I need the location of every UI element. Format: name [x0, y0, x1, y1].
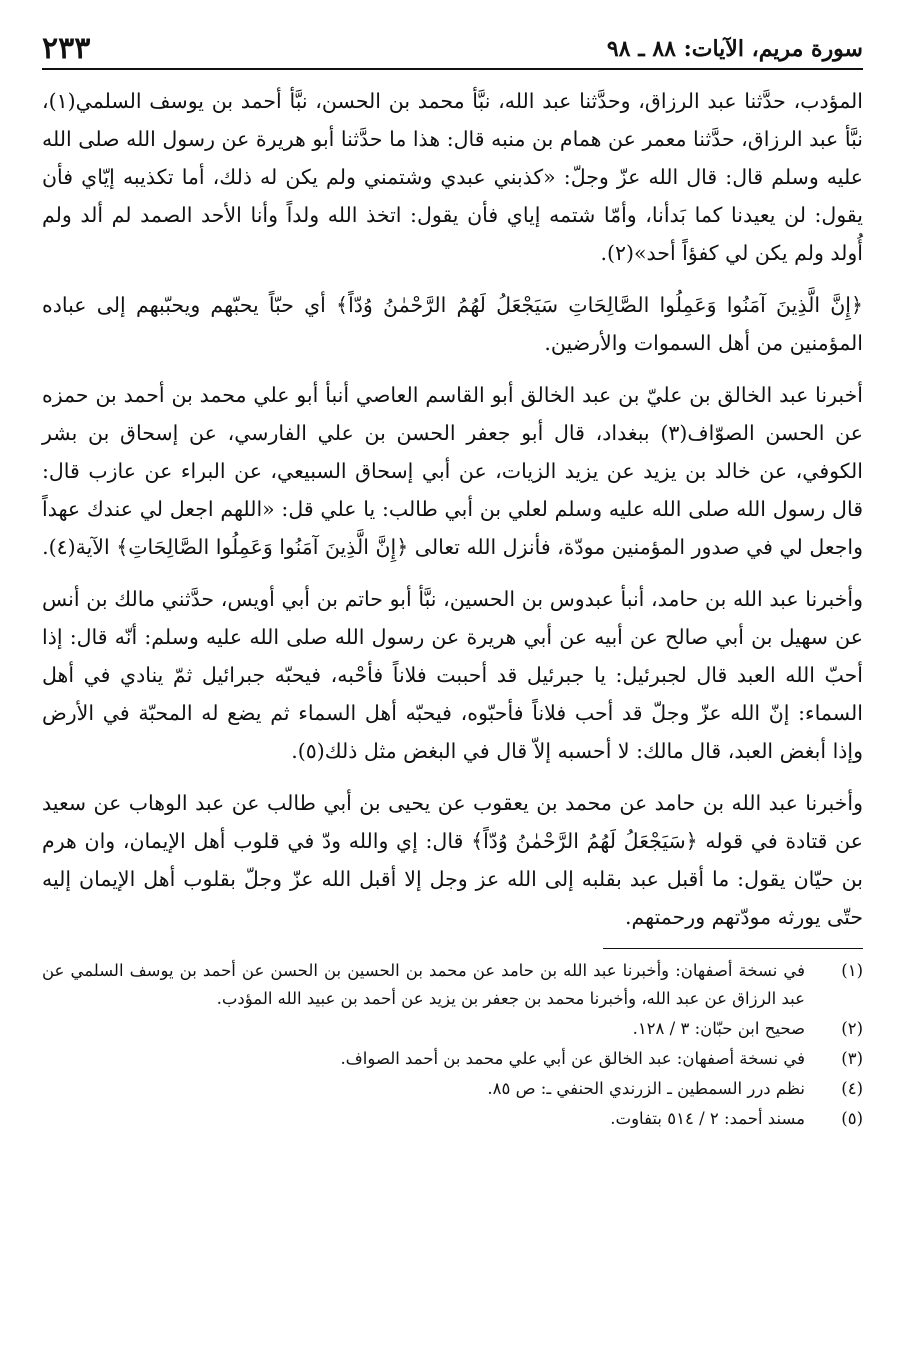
footnote-text: في نسخة أصفهان: عبد الخالق عن أبي علي محمد بن أحمد الصواف. [340, 1049, 805, 1068]
footnote-text: صحيح ابن حبّان: ٣ / ١٢٨. [632, 1019, 805, 1038]
footnote-text: في نسخة أصفهان: وأخبرنا عبد الله بن حامد عن محمد بن الحسين بن الحسن عن أحمد بن يوسف السلمي عن عبد الرزاق عن عبد الله، وأخبرنا محمد بن جعفر بن يزيد عن أحمد بن عبيد الله المؤدب. [42, 961, 805, 1008]
paragraph-hadith-3: وأخبرنا عبد الله بن حامد، أنبأ عبدوس بن الحسين، نبَّأ أبو حاتم بن أبي أويس، حدَّثني مالك بن أنس عن سهيل بن أبي صالح عن أبيه عن أبي هريرة عن رسول الله صلى الله عليه وسلم: أنّه قال: إذا أحبّ الله العبد قال لجبرئيل: يا جبرئيل قد أحببت فلاناً فأحْبه، فيحبّه جبرائيل ثمّ ينادي في أهل السماء: إنّ الله عزّ وجلّ قد أحب فلاناً فأحبّوه، فيحبّه أهل السماء ثم يضع له المحبّة في الأرض وإذا أبغض العبد، قال مالك: لا أحسبه إلاّ قال في البغض مثل ذلك(٥). [42, 587, 863, 763]
paragraph-hadith-1: المؤدب، حدَّثنا عبد الرزاق، وحدَّثنا عبد الله، نبَّأ محمد بن الحسن، نبَّأ أحمد بن يوسف السلمي(١)، نبَّأ عبد الرزاق، حدَّثنا معمر عن همام بن منبه قال: هذا ما حدَّثنا أبو هريرة عن رسول الله صلى الله عليه وسلم قال: قال الله عزّ وجلّ: «كذبني عبدي وشتمني ولم يكن له ذلك، أما تكذيبه إيّاي فأن يقول: لن يعيدنا كما بَدأنا، وأمّا شتمه إياي فأن يقول: اتخذ الله ولداً وأنا الأحد الصمد لم ألد ولم أُولد ولم يكن لي كفؤاً أحد»(٢). [42, 89, 863, 265]
footnote-number: (٣) [841, 1049, 863, 1068]
footnote-number: (٤) [841, 1079, 863, 1098]
footnote-divider [603, 948, 863, 949]
footnote-item [42, 1105, 863, 1133]
footnote-item [42, 1075, 863, 1103]
footnote-item [42, 1015, 863, 1043]
paragraph-hadith-4: وأخبرنا عبد الله بن حامد عن محمد بن يعقوب عن يحيى بن أبي طالب عن عبد الوهاب عن سعيد عن قتادة في قوله ﴿سَيَجْعَلُ لَهُمُ الرَّحْمٰنُ وُدّاً﴾ قال: إي والله ودّ في قلوب أهل الإيمان، وان هرم بن حيّان يقول: ما أقبل عبد بقلبه إلى الله عز وجل إلا أقبل الله عزّ وجلّ بقلوب أهل الإيمان إليه حتّى يورثه مودّتهم ورحمتهم. [42, 791, 863, 929]
footnote-item [42, 957, 863, 1013]
footnote-number: (١) [841, 961, 863, 980]
footnote-number: (٢) [841, 1019, 863, 1038]
footnotes [42, 957, 863, 1133]
paragraph-verse-commentary: ﴿إِنَّ الَّذِينَ آمَنُوا وَعَمِلُوا الصَّالِحَاتِ سَيَجْعَلُ لَهُمُ الرَّحْمٰنُ وُدّاً﴾ أي حبّاً يحبّهم ويحبّبهم إلى عباده المؤمنين من أهل السموات والأرضين. [42, 293, 863, 355]
footnote-item [42, 1045, 863, 1073]
page-header [42, 22, 863, 70]
page-number: ٢٣٣ [42, 31, 91, 66]
surah-title: سورة مريم، الآيات: ٨٨ ـ ٩٨ [606, 36, 863, 62]
footnote-number: (٥) [841, 1109, 863, 1128]
main-text [42, 70, 863, 936]
footnote-text: مسند أحمد: ٢ / ٥١٤ بتفاوت. [610, 1109, 805, 1128]
paragraph-hadith-2: أخبرنا عبد الخالق بن عليّ بن عبد الخالق أبو القاسم العاصي أنبأ أبو علي محمد بن أحمد بن حمزه عن الحسن الصوّاف(٣) ببغداد، قال أبو جعفر الحسن بن علي الفارسي، عن إسحاق بن بشر الكوفي، عن خالد بن يزيد عن يزيد الزيات، عن أبي إسحاق السبيعي، عن البراء عن عازب قال: قال رسول الله صلى الله عليه وسلم لعلي بن أبي طالب: يا علي قل: «اللهم اجعل لي عندك عهداً واجعل لي في صدور المؤمنين مودّة، فأنزل الله تعالى ﴿إِنَّ الَّذِينَ آمَنُوا وَعَمِلُوا الصَّالِحَاتِ﴾ الآية(٤). [42, 383, 863, 559]
footnote-text: نظم درر السمطين ـ الزرندي الحنفي ـ: ص ٨٥. [487, 1079, 805, 1098]
